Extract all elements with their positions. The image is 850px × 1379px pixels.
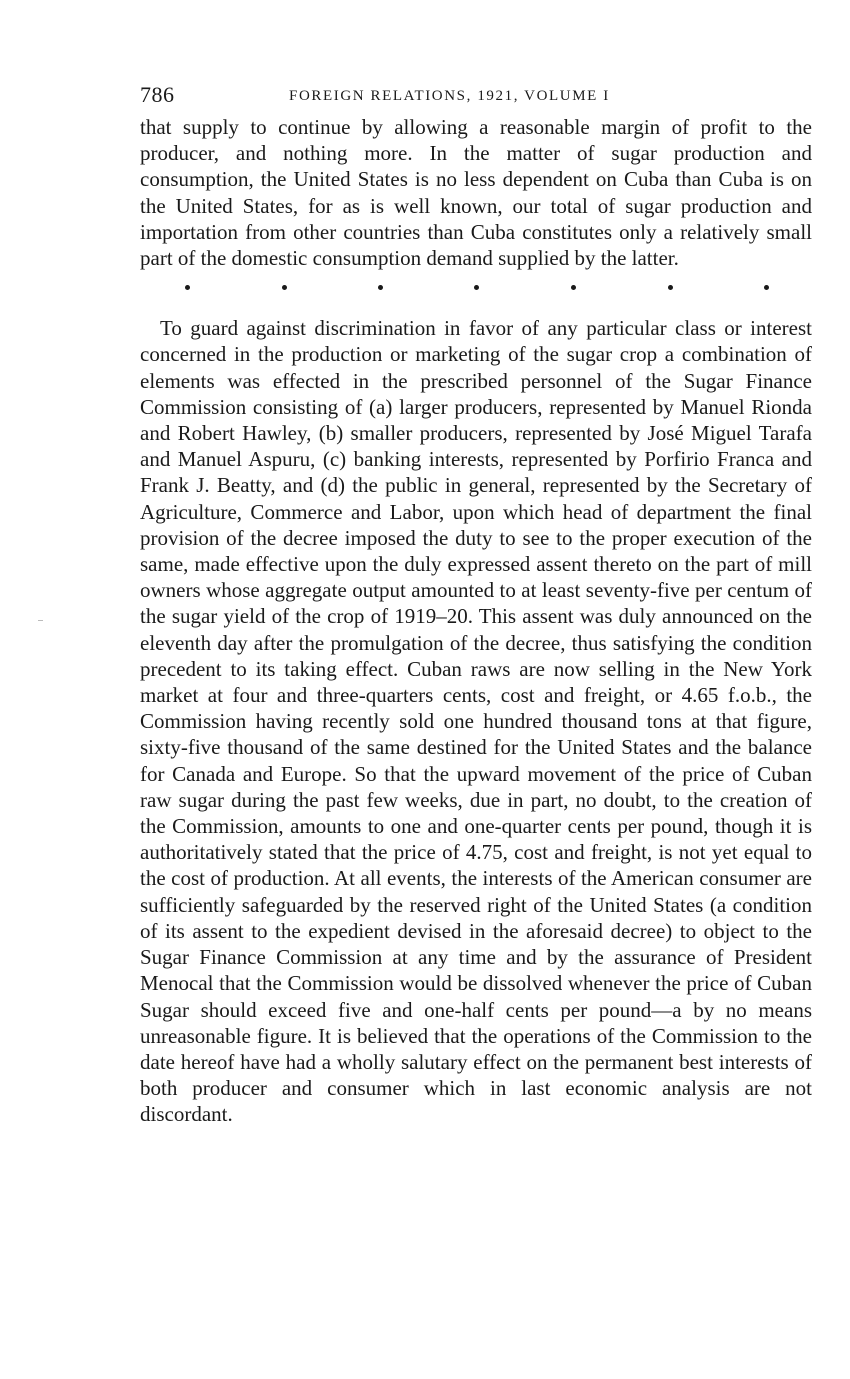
margin-mark xyxy=(38,620,43,621)
running-head: FOREIGN RELATIONS, 1921, VOLUME I xyxy=(289,88,610,104)
ellipsis-dot xyxy=(764,285,769,290)
paragraph-continuation: that supply to continue by allowing a reasonable margin of profit to the producer, and nothing more. In the matter of sugar production and consumption, the United States is no less dependent on Cuba than Cuba is on the United States, for as is well known, our total of sugar production and importation from other countries than Cuba constitutes only a relatively small part of the domestic consumption demand supplied by the latter. xyxy=(140,115,812,271)
ellipsis-dot xyxy=(474,285,479,290)
page-header xyxy=(140,78,812,114)
ellipsis-dot xyxy=(185,285,190,290)
omission-ellipsis xyxy=(140,277,812,307)
page-number: 786 xyxy=(140,82,175,107)
ellipsis-dot xyxy=(668,285,673,290)
ellipsis-dot xyxy=(378,285,383,290)
paragraph-sugar-commission: To guard against discrimination in favor of any particular class or interest concerned in the production or marketing of the sugar crop a combination of elements was effected in the prescribed personnel of the Sugar Finance Commission consisting of (a) larger producers, represented by Manuel Rionda and Robert Hawley, (b) smaller producers, represented by José Miguel Tarafa and Manuel Aspuru, (c) banking interests, represented by Porfirio Franca and Frank J. Beatty, and (d) the public in general, represented by the Secretary of Agriculture, Commerce and Labor, upon which head of department the final provision of the decree imposed the duty to see to the proper execution of the same, made effective upon the duly expressed assent thereto on the part of mill owners whose aggregate output amounted to at least seventy-five per centum of the sugar yield of the crop of 1919–20. This assent was duly announced on the eleventh day after the promulgation of the decree, thus satisfying the condition precedent to its taking effect. Cuban raws are now selling in the New York market at four and three-quarters cents, cost and freight, or 4.65 f.o.b., the Commission having recently sold one hundred thousand tons at that figure, sixty-five thousand of the same destined for the United States and the balance for Canada and Europe. So that the upward movement of the price of Cuban raw sugar during the past few weeks, due in part, no doubt, to the creation of the Commission, amounts to one and one-quarter cents per pound, though it is authoritatively stated that the price of 4.75, cost and freight, is not yet equal to the cost of production. At all events, the interests of the American consumer are sufficiently safeguarded by the reserved right of the United States (a condition of its assent to the expedient devised in the aforesaid decree) to object to the Sugar Finance Commission at any time and by the assurance of President Menocal that the Commission would be dissolved whenever the price of Cuban Sugar should exceed five and one-half cents per pound—a by no means unreasonable figure. It is believed that the operations of the Commission to the date hereof have had a wholly salutary effect on the permanent best interests of both producer and consumer which in last economic analysis are not discordant. xyxy=(140,316,812,1127)
ellipsis-dot xyxy=(571,285,576,290)
document-page xyxy=(140,78,812,1128)
ellipsis-dot xyxy=(282,285,287,290)
